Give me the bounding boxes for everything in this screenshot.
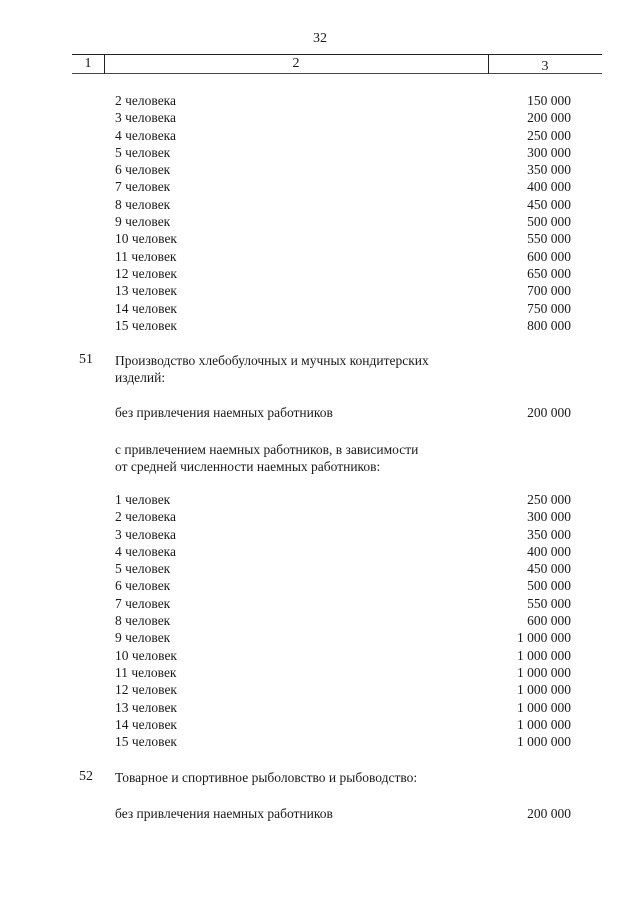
table-row bbox=[0, 265, 640, 282]
table-row bbox=[0, 526, 640, 543]
with-employees-text: с привлечением наемных работников, в зависимости от средней численности наемных работников: bbox=[115, 442, 419, 474]
row-label: 14 человек bbox=[115, 716, 177, 732]
row-value: 1 000 000 bbox=[517, 716, 571, 732]
row-value: 600 000 bbox=[527, 613, 571, 629]
row-value: 450 000 bbox=[527, 196, 571, 212]
table-header bbox=[72, 54, 602, 74]
header-col-3: 3 bbox=[541, 59, 549, 74]
row-value: 300 000 bbox=[527, 144, 571, 160]
row-label: 3 человека bbox=[115, 110, 177, 126]
table-row bbox=[0, 127, 640, 144]
table-row bbox=[0, 92, 640, 109]
row-value: 550 000 bbox=[527, 595, 571, 611]
row-value: 250 000 bbox=[527, 492, 571, 507]
row-value: 250 000 bbox=[527, 127, 571, 143]
row-value: 1 000 000 bbox=[517, 682, 571, 698]
without-employees-label: без привлечения наемных работников bbox=[115, 405, 333, 420]
table-row bbox=[0, 508, 640, 525]
row-label: 9 человек bbox=[115, 630, 171, 646]
row-value: 1 000 000 bbox=[517, 734, 571, 750]
row-value: 600 000 bbox=[527, 248, 571, 264]
rate-list bbox=[0, 491, 640, 750]
table-row bbox=[0, 178, 640, 195]
row-label: 11 человек bbox=[115, 664, 177, 680]
row-label: 12 человек bbox=[115, 682, 177, 698]
table-row bbox=[0, 681, 640, 698]
item-number: 52 bbox=[79, 769, 93, 784]
row-label: 7 человек bbox=[115, 179, 171, 195]
header-top-line bbox=[72, 54, 602, 55]
row-label: 8 человек bbox=[115, 613, 171, 629]
row-value: 550 000 bbox=[527, 231, 571, 247]
table-row bbox=[0, 716, 640, 733]
row-label: 1 человек bbox=[115, 492, 171, 507]
row-label: 12 человек bbox=[115, 265, 177, 281]
without-employees-value: 200 000 bbox=[527, 405, 571, 420]
row-value: 300 000 bbox=[527, 509, 571, 525]
row-label: 14 человек bbox=[115, 300, 177, 316]
table-row bbox=[0, 577, 640, 594]
row-label: 4 человека bbox=[115, 543, 177, 559]
table-row bbox=[0, 196, 640, 213]
item-number: 51 bbox=[79, 352, 93, 367]
table-row bbox=[0, 543, 640, 560]
table-row bbox=[0, 144, 640, 161]
table-row bbox=[0, 248, 640, 265]
row-value: 650 000 bbox=[527, 265, 571, 281]
row-label: 6 человек bbox=[115, 578, 171, 594]
row-value: 200 000 bbox=[527, 110, 571, 126]
table-row bbox=[0, 629, 640, 646]
row-label: 7 человек bbox=[115, 595, 171, 611]
row-label: 5 человек bbox=[115, 144, 171, 160]
item-title: Товарное и спортивное рыболовство и рыбоводство: bbox=[115, 770, 418, 785]
row-value: 700 000 bbox=[527, 283, 571, 299]
header-col-1: 1 bbox=[84, 56, 92, 71]
row-label: 9 человек bbox=[115, 214, 171, 230]
table-row bbox=[0, 282, 640, 299]
row-value: 150 000 bbox=[527, 93, 571, 108]
row-value: 1 000 000 bbox=[517, 630, 571, 646]
row-value: 500 000 bbox=[527, 578, 571, 594]
row-label: 8 человек bbox=[115, 196, 171, 212]
row-label: 13 человек bbox=[115, 699, 177, 715]
row-label: 10 человек bbox=[115, 231, 177, 247]
row-label: 15 человек bbox=[115, 317, 177, 333]
table-row bbox=[0, 317, 640, 334]
row-value: 350 000 bbox=[527, 526, 571, 542]
row-value: 500 000 bbox=[527, 214, 571, 230]
table-row bbox=[0, 560, 640, 577]
row-label: 10 человек bbox=[115, 647, 177, 663]
table-row bbox=[0, 491, 640, 508]
table-row bbox=[0, 161, 640, 178]
header-col-2: 2 bbox=[292, 56, 300, 71]
row-value: 400 000 bbox=[527, 543, 571, 559]
without-employees-label: без привлечения наемных работников bbox=[115, 806, 333, 821]
table-row bbox=[0, 595, 640, 612]
table-row bbox=[0, 699, 640, 716]
row-label: 2 человека bbox=[115, 509, 177, 525]
row-value: 350 000 bbox=[527, 162, 571, 178]
row-label: 2 человека bbox=[115, 93, 177, 108]
item-title: Производство хлебобулочных и мучных кондитерских изделий: bbox=[115, 353, 429, 385]
row-label: 13 человек bbox=[115, 283, 177, 299]
row-value: 400 000 bbox=[527, 179, 571, 195]
row-value: 800 000 bbox=[527, 317, 571, 333]
row-label: 6 человек bbox=[115, 162, 171, 178]
row-label: 3 человека bbox=[115, 526, 177, 542]
table-row bbox=[0, 230, 640, 247]
row-label: 4 человека bbox=[115, 127, 177, 143]
without-employees-value: 200 000 bbox=[527, 806, 571, 821]
row-label: 15 человек bbox=[115, 734, 177, 750]
table-row bbox=[0, 109, 640, 126]
rate-list-continued bbox=[0, 92, 640, 334]
row-value: 750 000 bbox=[527, 300, 571, 316]
page-number: 32 bbox=[313, 31, 327, 46]
row-label: 11 человек bbox=[115, 248, 177, 264]
table-row bbox=[0, 213, 640, 230]
table-row bbox=[0, 733, 640, 750]
row-label: 5 человек bbox=[115, 561, 171, 577]
row-value: 1 000 000 bbox=[517, 664, 571, 680]
row-value: 1 000 000 bbox=[517, 699, 571, 715]
table-row bbox=[0, 647, 640, 664]
row-value: 450 000 bbox=[527, 561, 571, 577]
table-row bbox=[0, 664, 640, 681]
row-value: 1 000 000 bbox=[517, 647, 571, 663]
table-row bbox=[0, 300, 640, 317]
table-row bbox=[0, 612, 640, 629]
